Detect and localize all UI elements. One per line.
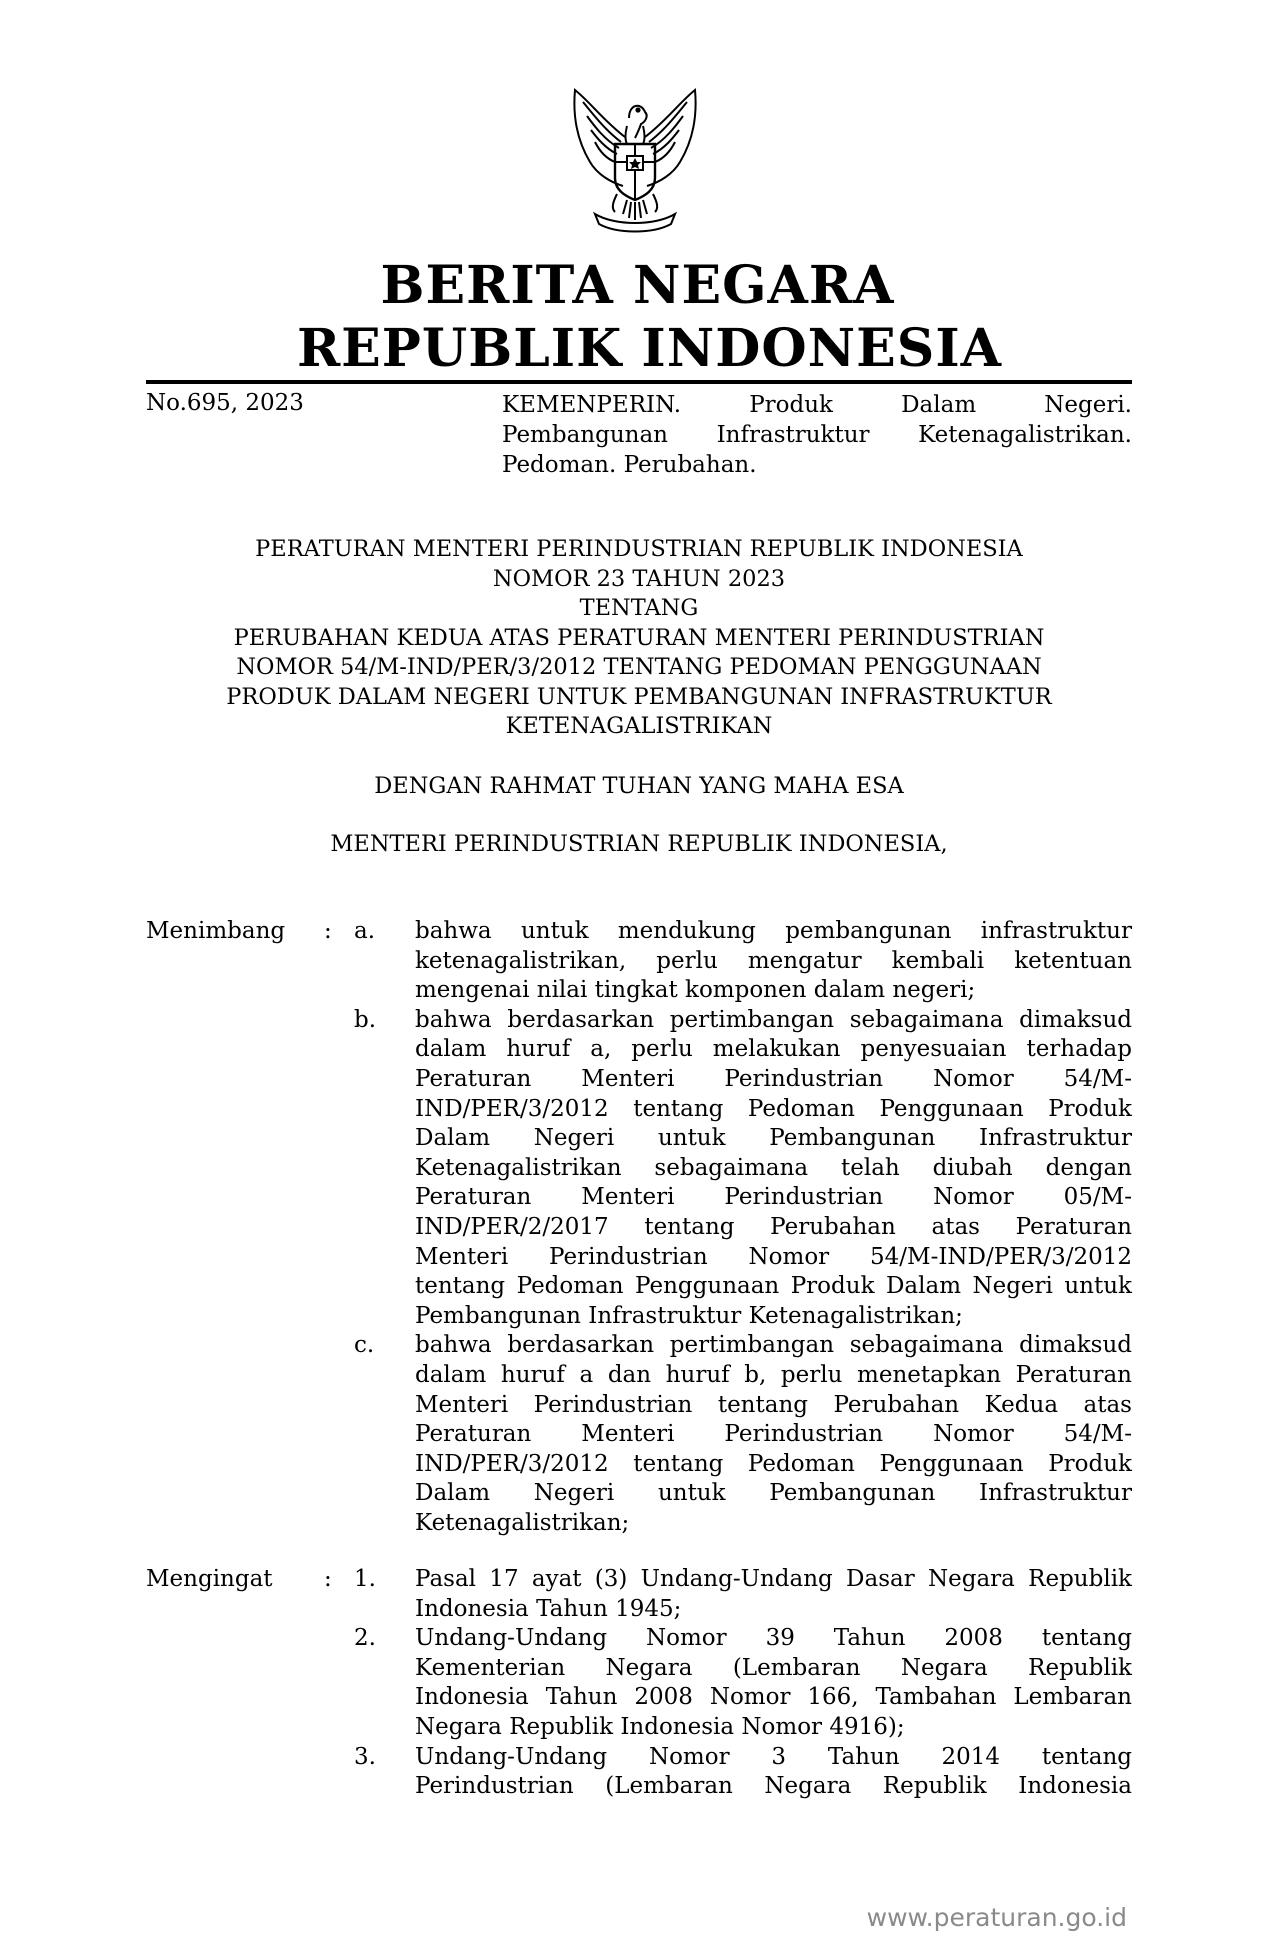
item-marker: b. [354,1006,377,1033]
item-line: Peraturan Menteri Perindustrian Nomor 54/M- [415,1421,1132,1448]
considering-item [146,1006,1132,1332]
regulation-title-line: NOMOR 23 TAHUN 2023 [492,565,786,592]
item-line: Indonesia Tahun 2008 Nomor 166, Tambahan Lembaran [415,1684,1132,1711]
item-marker: 3. [354,1743,376,1770]
subject-line: Pembangunan Infrastruktur Ketenagalistrikan. [502,422,1132,448]
item-line: Menteri Perindustrian tentang Perubahan Kedua atas [415,1391,1132,1418]
regulation-title-line: PERUBAHAN KEDUA ATAS PERATURAN MENTERI PERINDUSTRIAN [233,624,1045,651]
legal-basis-item [146,1565,1132,1624]
item-line: tentang Pedoman Penggunaan Produk Dalam Negeri untuk [415,1273,1132,1300]
section-label: Menimbang [146,918,286,944]
masthead-title-line1: BERITA NEGARA [380,255,895,316]
subject-line: KEMENPERIN. Produk Dalam Negeri. [502,392,1132,418]
section-label: Mengingat [146,1566,273,1592]
regulation-title [146,535,1132,742]
mengingat-section [146,1565,1132,1802]
item-line: Undang-Undang Nomor 39 Tahun 2008 tentang [415,1625,1132,1652]
footer-website-link[interactable]: www.peraturan.go.id [866,1903,1127,1932]
item-line: IND/PER/2/2017 tentang Perubahan atas Peraturan [415,1213,1132,1240]
item-line: Peraturan Menteri Perindustrian Nomor 54/M- [415,1065,1132,1092]
item-line: Kementerian Negara (Lembaran Negara Republik [415,1654,1132,1681]
regulation-title-line: PRODUK DALAM NEGERI UNTUK PEMBANGUNAN INFRASTRUKTUR [226,683,1052,710]
item-line: bahwa untuk mendukung pembangunan infrastruktur [415,918,1132,944]
item-line: bahwa berdasarkan pertimbangan sebagaimana dimaksud [415,1332,1132,1359]
item-line: dalam huruf a dan huruf b, perlu menetapkan Peraturan [415,1361,1132,1388]
item-marker: a. [354,918,376,944]
item-marker: c. [354,1332,375,1359]
regulation-title-line: NOMOR 54/M-IND/PER/3/2012 TENTANG PEDOMAN PENGGUNAAN [236,654,1042,680]
regulation-title-line: KETENAGALISTRIKAN [505,713,773,739]
publication-number: No.695, 2023 [146,390,304,416]
item-line: Dalam Negeri untuk Pembangunan Infrastruktur [415,1480,1132,1507]
item-line: Indonesia Tahun 1945; [415,1595,682,1622]
garuda-pancasila-emblem-icon [545,82,725,242]
item-line: Pembangunan Infrastruktur Ketenagalistrikan; [415,1302,963,1329]
menimbang-section [146,917,1132,1538]
item-line: Menteri Perindustrian Nomor 54/M-IND/PER/3/2012 [415,1243,1132,1270]
item-line: mengenai nilai tingkat komponen dalam negeri; [415,977,976,1004]
item-line: ketenagalistrikan, perlu mengatur kembali ketentuan [415,947,1132,974]
item-line: Ketenagalistrikan sebagaimana telah diubah dengan [415,1154,1132,1181]
masthead-title-line2: REPUBLIK INDONESIA [296,318,1003,379]
item-line: Perindustrian (Lembaran Negara Republik Indonesia [415,1773,1132,1800]
item-line: Pasal 17 ayat (3) Undang-Undang Dasar Negara Republik [415,1566,1132,1592]
section-colon: : [324,918,332,944]
item-line: Dalam Negeri untuk Pembangunan Infrastruktur [415,1125,1132,1152]
item-line: bahwa berdasarkan pertimbangan sebagaimana dimaksud [415,1006,1132,1033]
regulation-title-line: TENTANG [579,595,699,621]
blessing-line: DENGAN RAHMAT TUHAN YANG MAHA ESA [374,773,904,799]
item-line: IND/PER/3/2012 tentang Pedoman Penggunaan Produk [415,1450,1132,1477]
section-colon: : [324,1566,332,1592]
item-line: IND/PER/3/2012 tentang Pedoman Penggunaan Produk [415,1095,1132,1122]
item-line: Undang-Undang Nomor 3 Tahun 2014 tentang [415,1743,1132,1770]
subject-line: Pedoman. Perubahan. [502,452,757,478]
regulation-title-line: PERATURAN MENTERI PERINDUSTRIAN REPUBLIK INDONESIA [255,536,1023,562]
item-line: Negara Republik Indonesia Nomor 4916); [415,1713,905,1740]
item-line: dalam huruf a, perlu melakukan penyesuaian terhadap [415,1036,1132,1063]
item-marker: 2. [354,1625,376,1652]
item-line: Ketenagalistrikan; [415,1509,630,1536]
minister-line: MENTERI PERINDUSTRIAN REPUBLIK INDONESIA, [330,831,948,857]
considering-item [146,1331,1132,1538]
subject-keywords [502,390,1132,480]
item-marker: 1. [354,1566,376,1592]
legal-basis-item [146,1743,1132,1802]
legal-basis-item [146,1624,1132,1742]
considering-item [146,917,1132,1006]
item-line: Peraturan Menteri Perindustrian Nomor 05/M- [415,1184,1132,1211]
masthead-divider [146,380,1132,384]
